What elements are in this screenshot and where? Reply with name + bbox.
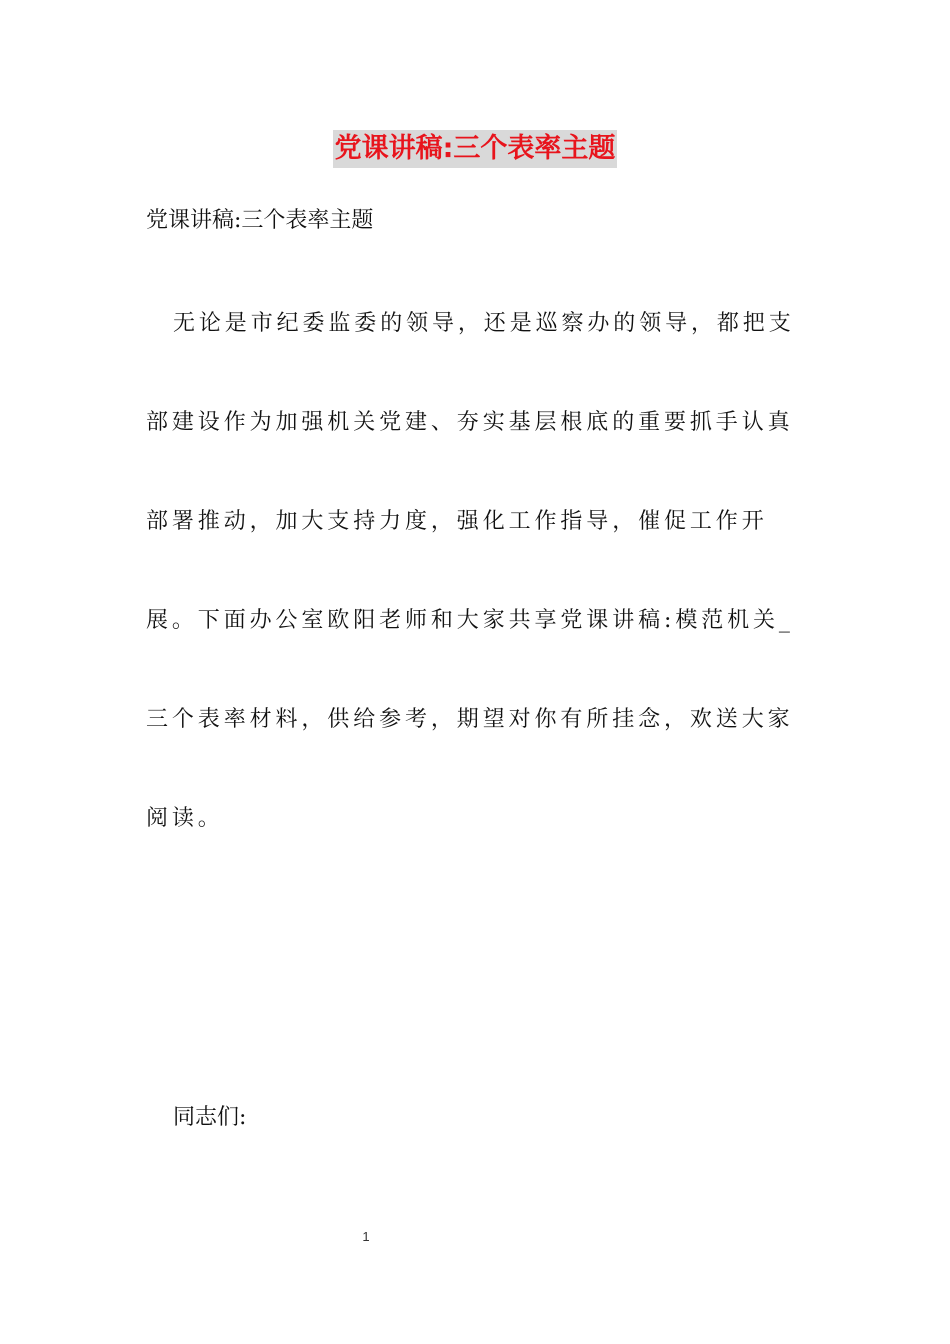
title-container	[0, 130, 950, 168]
paragraph-line: 展。下面办公室欧阳老师和大家共享党课讲稿:模范机关_	[146, 608, 794, 633]
document-title: 党课讲稿:三个表率主题	[333, 130, 618, 168]
paragraph-line: 部署推动，加大支持力度，强化工作指导，催促工作开	[146, 509, 768, 534]
document-subtitle: 党课讲稿:三个表率主题	[146, 208, 374, 233]
greeting: 同志们:	[173, 1105, 247, 1130]
paragraph-line: 部建设作为加强机关党建、夯实基层根底的重要抓手认真	[146, 410, 794, 435]
paragraph-line: 阅读。	[146, 806, 224, 831]
paragraph-line: 无论是市纪委监委的领导，还是巡察办的领导，都把支	[173, 311, 795, 336]
page-number: 1	[362, 1229, 370, 1244]
paragraph-line: 三个表率材料，供给参考，期望对你有所挂念，欢送大家	[146, 707, 794, 732]
